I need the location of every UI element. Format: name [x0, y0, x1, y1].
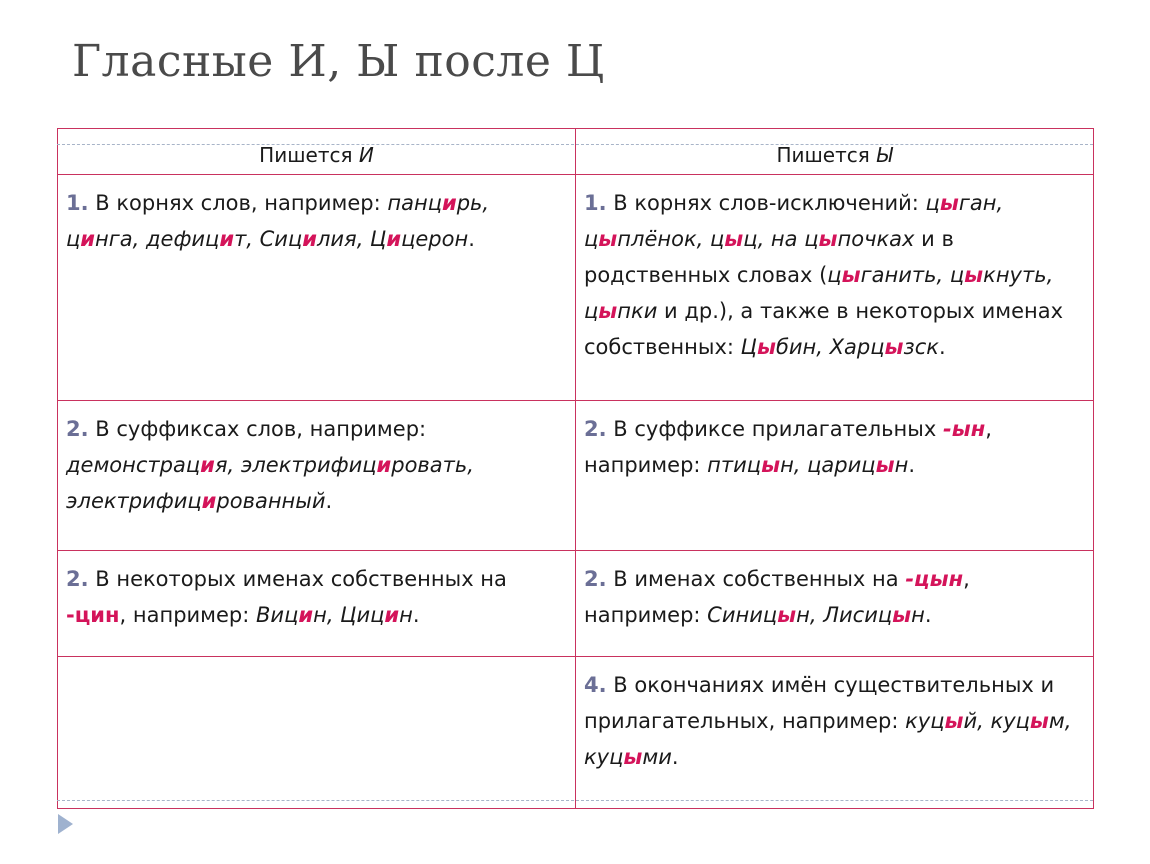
cell-proper-y: 2. В именах собственных на -цын, например: Синицын, Лисицын. [576, 551, 1094, 657]
bottom-guide-line [57, 800, 1093, 801]
header-y: Пишется Ы [576, 129, 1094, 175]
cell-empty [58, 657, 576, 809]
header-i: Пишется И [58, 129, 576, 175]
table-row [58, 551, 1094, 657]
cell-proper-i: 2. В некоторых именах собственных на -цин, например: Вицин, Цицин. [58, 551, 576, 657]
rules-table [57, 128, 1094, 809]
rules-table-container [57, 128, 1093, 808]
page-title: Гласные И, Ы после Ц [72, 36, 605, 87]
cell-suffix-y: 2. В суффиксе прилагательных -ын, например: птицын, царицын. [576, 401, 1094, 551]
cell-roots-y: 1. В корнях слов-исключений: цыган, цыплёнок, цыц, на цыпочках и в родственных словах (цыганить, цыкнуть, цыпки и др.), а также в некоторых именах собственных: Цыбин, Харцызск. [576, 175, 1094, 401]
cell-roots-i: 1. В корнях слов, например: панцирь, цинга, дефицит, Сицилия, Цицерон. [58, 175, 576, 401]
header-guide-line [57, 144, 1093, 145]
table-row [58, 175, 1094, 401]
table-row [58, 657, 1094, 809]
triangle-arrow-icon [58, 814, 73, 834]
table-header-row [58, 129, 1094, 175]
cell-suffix-i: 2. В суффиксах слов, например: демонстрация, электрифицировать, электрифицированный. [58, 401, 576, 551]
cell-endings-y: 4. В окончаниях имён существительных и прилагательных, например: куцый, куцым, куцыми. [576, 657, 1094, 809]
table-row [58, 401, 1094, 551]
